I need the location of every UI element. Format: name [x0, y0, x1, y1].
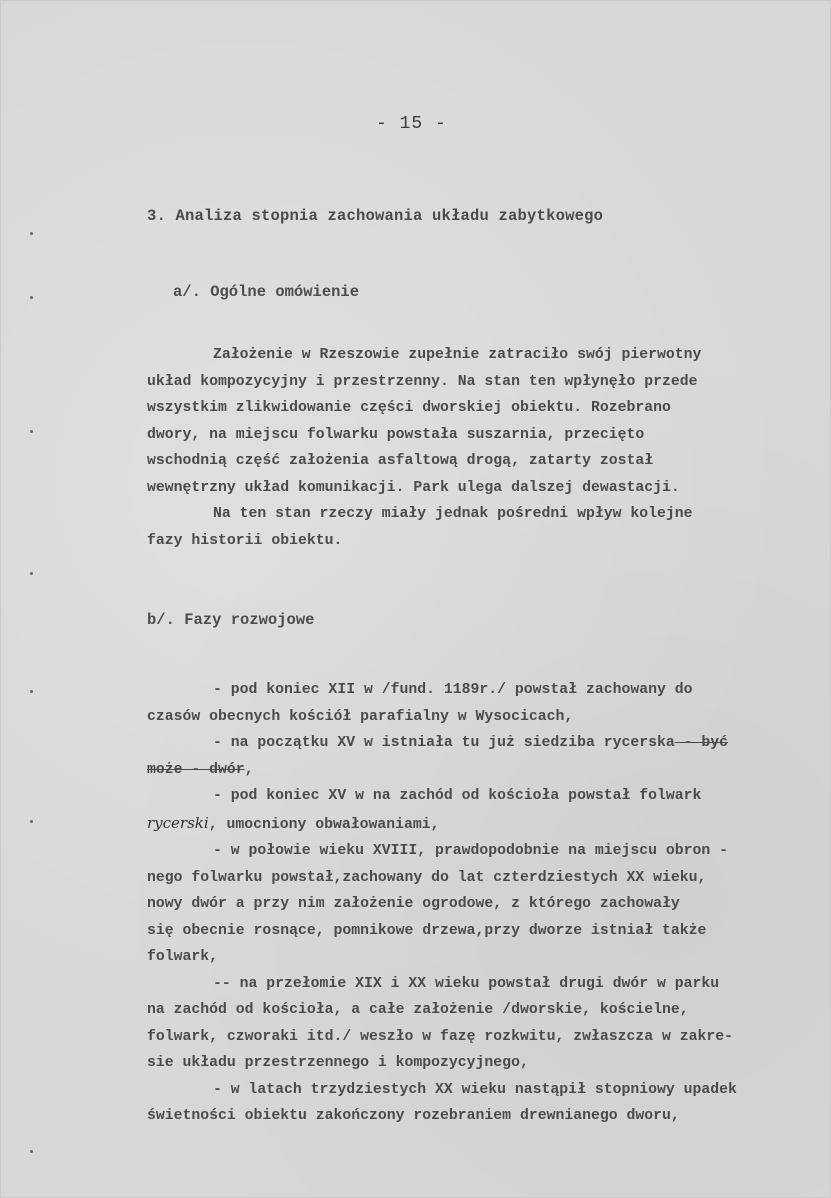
struck-text: może - dwór	[147, 761, 245, 778]
phase-line: -- na przełomie XIX i XX wieku powstał drugi dwór w parku	[213, 975, 720, 992]
phase-line	[147, 810, 807, 839]
phase-line: na zachód od kościoła, a całe założenie /dworskie, kościelne,	[147, 1002, 689, 1018]
phase-text: ,	[244, 761, 254, 778]
phase-line: folwark, czworaki itd./ weszło w fazę rozkwitu, zwłaszcza w zakre-	[147, 1028, 734, 1045]
development-phases-list	[147, 677, 807, 1130]
phase-line: nego folwarku powstał,zachowany do lat czterdziestych XX wieku,	[147, 869, 707, 886]
text-line: Założenie w Rzeszowie zupełnie zatraciło swój pierwotny	[213, 347, 702, 363]
phase-line	[147, 757, 807, 784]
page-number: - 15 -	[376, 114, 447, 134]
handwritten-insertion: rycerski	[147, 813, 209, 832]
phase-line: - w latach trzydziestych XX wieku nastąpił stopniowy upadek	[213, 1081, 737, 1098]
phase-text: , umocniony obwałowaniami,	[208, 816, 440, 833]
phase-line: się obecnie rosnące, pomnikowe drzewa,przy dworze istniał także	[147, 922, 707, 939]
margin-dot	[30, 572, 33, 575]
struck-text: - być	[674, 735, 729, 751]
paragraph-general-overview	[147, 342, 797, 554]
phase-line: sie układu przestrzennego i kompozycyjnego,	[147, 1055, 529, 1071]
text-line: wewnętrzny układ komunikacji. Park ulega dalszej dewastacji.	[147, 479, 680, 496]
margin-dot	[30, 430, 33, 433]
margin-dot	[30, 1150, 33, 1153]
margin-dot	[30, 296, 33, 299]
phase-line	[147, 730, 807, 757]
text-line: dwory, na miejscu folwarku powstała suszarnia, przecięto	[147, 426, 645, 443]
text-line: wszystkim zlikwidowanie części dworskiej obiektu. Rozebrano	[147, 400, 671, 416]
text-line: fazy historii obiektu.	[147, 532, 343, 549]
section-heading: 3. Analiza stopnia zachowania układu zabytkowego	[147, 207, 604, 225]
text-line: Na ten stan rzeczy miały jednak pośredni wpływ kolejne	[213, 506, 693, 522]
margin-dot	[30, 820, 33, 823]
phase-line: - pod koniec XV w na zachód od kościoła powstał folwark	[213, 788, 702, 804]
text-line: układ kompozycyjny i przestrzenny. Na stan ten wpłynęło przede	[147, 373, 698, 390]
phase-line: folwark,	[147, 949, 219, 965]
phase-line: czasów obecnych kościół parafialny w Wysocicach,	[147, 708, 574, 725]
subsection-a-heading: a/. Ogólne omówienie	[173, 283, 360, 301]
subsection-b-heading: b/. Fazy rozwojowe	[147, 611, 315, 629]
phase-line: - w połowie wieku XVIII, prawdopodobnie na miejscu obron -	[213, 843, 729, 859]
phase-line: świetności obiektu zakończony rozebraniem drewnianego dworu,	[147, 1108, 680, 1124]
margin-dot	[30, 232, 33, 235]
margin-dot	[30, 690, 33, 693]
phase-line: nowy dwór a przy nim założenie ogrodowe, z którego zachowały	[147, 896, 680, 912]
text-line: wschodnią część założenia asfaltową drogą, zatarty został	[147, 453, 654, 469]
phase-line: - pod koniec XII w /fund. 1189r./ powstał zachowany do	[213, 682, 693, 698]
phase-text: - na początku XV w istniała tu już siedziba rycerska	[213, 735, 675, 751]
